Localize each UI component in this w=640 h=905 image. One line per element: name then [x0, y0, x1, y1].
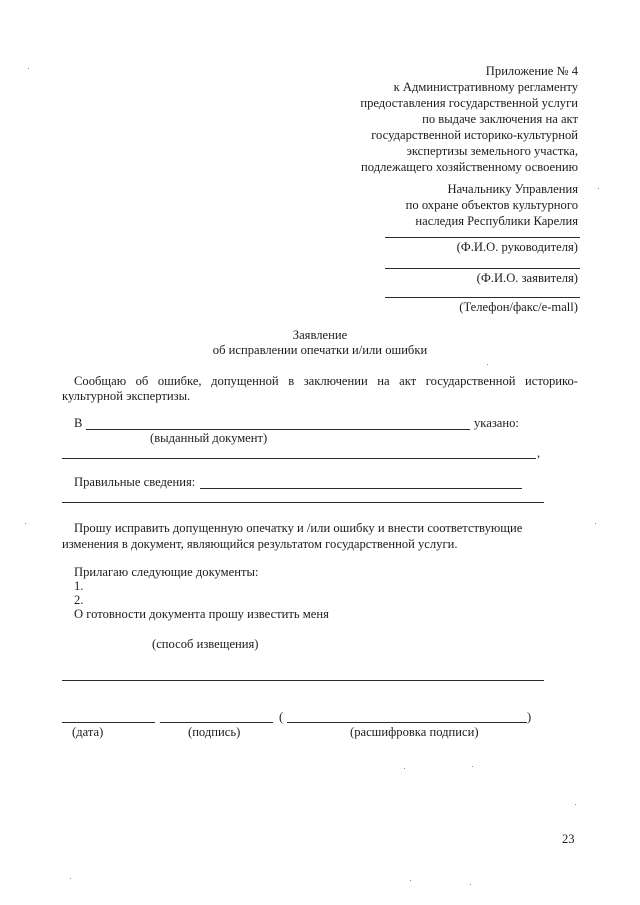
header-line: подлежащего хозяйственному освоению [361, 160, 578, 174]
head-name-field[interactable] [385, 237, 580, 238]
signature-field[interactable] [160, 722, 273, 723]
scan-speck [595, 523, 596, 524]
scan-speck [410, 880, 411, 881]
scan-speck [404, 768, 405, 769]
applicant-name-field[interactable] [385, 268, 580, 269]
applicant-name-label: (Ф.И.О. заявителя) [476, 271, 578, 285]
contacts-field[interactable] [385, 297, 580, 298]
scan-speck [70, 878, 71, 879]
page-number: 23 [562, 832, 575, 846]
addressee-line: наследия Республики Карелия [415, 214, 578, 228]
correct-info-label: Правильные сведения: [74, 475, 196, 489]
correct-info-field[interactable] [200, 488, 522, 489]
header-line: к Административному регламенту [393, 80, 578, 94]
report-paragraph-line2: культурной экспертизы. [62, 389, 191, 403]
document-subtitle: об исправлении опечатки и/или ошибки [212, 343, 428, 357]
scan-speck [470, 884, 471, 885]
header-line: государственной историко-культурной [371, 128, 578, 142]
date-label: (дата) [72, 725, 104, 739]
correct-info-field-continued[interactable] [62, 502, 544, 503]
document-title: Заявление [292, 328, 348, 342]
attachment-item: 2. [74, 593, 84, 607]
attachment-item: 1. [74, 579, 84, 593]
signature-decode-label: (расшифровка подписи) [350, 725, 479, 739]
indicated-text: указано: [474, 416, 519, 430]
scan-speck [472, 766, 473, 767]
request-line1: Прошу исправить допущенную опечатку и /или ошибку и внести соответствующие [74, 521, 523, 535]
error-details-field[interactable] [62, 458, 536, 459]
notify-text: О готовности документа прошу известить меня [74, 607, 329, 621]
scan-speck [25, 523, 26, 524]
head-name-label: (Ф.И.О. руководителя) [456, 240, 578, 254]
issued-document-field[interactable] [86, 429, 470, 430]
notify-method-label: (способ извещения) [152, 637, 259, 651]
header-line: Приложение № 4 [485, 64, 578, 78]
attachments-heading: Прилагаю следующие документы: [74, 565, 259, 579]
signature-label: (подпись) [188, 725, 241, 739]
addressee-line: по охране объектов культурного [405, 198, 578, 212]
issued-document-label: (выданный документ) [150, 431, 268, 445]
request-line2: изменения в документ, являющийся результатом государственной услуги. [62, 537, 458, 551]
contacts-label: (Телефон/факс/e-mall) [459, 300, 578, 314]
in-prefix: В [74, 416, 83, 430]
header-line: по выдаче заключения на акт [422, 112, 578, 126]
header-line: предоставления государственной услуги [360, 96, 578, 110]
header-line: экспертизы земельного участка, [406, 144, 578, 158]
addressee-line: Начальнику Управления [447, 182, 578, 196]
signature-decode-field[interactable] [287, 722, 527, 723]
scan-speck [575, 804, 576, 805]
scan-speck [487, 364, 488, 365]
notify-method-field[interactable] [62, 680, 544, 681]
trailing-comma: , [537, 446, 541, 460]
report-paragraph-line1: Сообщаю об ошибке, допущенной в заключении на акт государственной историко- [74, 374, 578, 388]
date-field[interactable] [62, 722, 155, 723]
open-paren: ( [279, 710, 284, 724]
close-paren: ) [527, 710, 532, 724]
scan-speck [598, 188, 599, 189]
scan-speck [28, 68, 29, 69]
